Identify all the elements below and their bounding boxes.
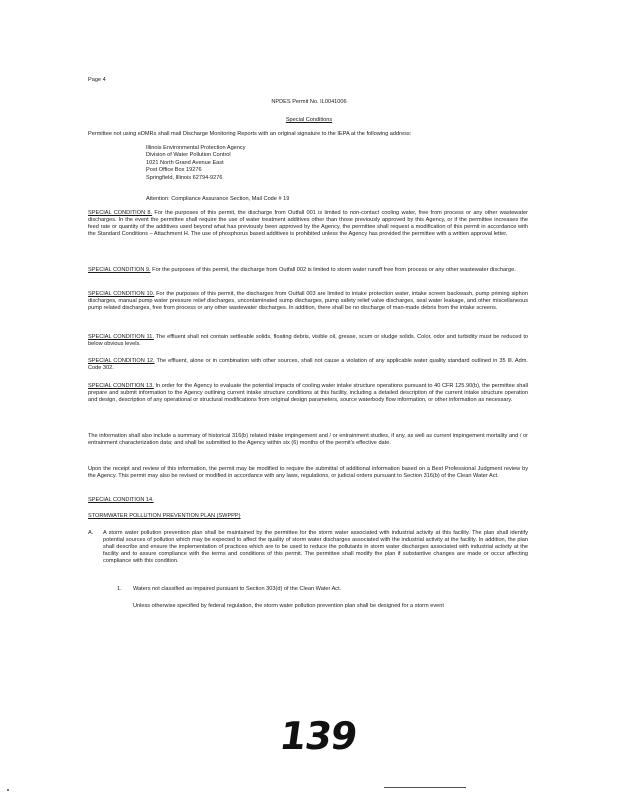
item-1-heading: Waters not classified as impaired pursuant to Section 303(d) of the Clean Water Act. [133, 586, 342, 592]
special-condition-8 [88, 210, 528, 238]
condition-text: In order for the Agency to evaluate the potential impacts of cooling water intake structure operations pursuant to 40 CFR 125.90(b), the permittee shall prepare and submit information to the Agency outlining current intake structure conditions at this facility, including a detailed description of the current intake structure operation and design, description of any operational or structural modifications from original design parameters, source waterbody flow information, or other information as necessary. [88, 383, 528, 404]
scan-speck [7, 789, 9, 791]
footer-rule [384, 787, 466, 788]
address-line: Post Office Box 19276 [146, 167, 202, 174]
condition-label: SPECIAL CONDITION 8. [88, 210, 153, 216]
swppp-paragraph-a: A storm water pollution prevention plan shall be maintained by the permittee for the storm water associated with industrial activity at this facility. The plan shall identify potential sources of pollution which may be expected to affect the quality of storm water discharges associated with the industrial activity at the facility. In addition, the plan shall describe and ensure the implementation of practices which are to be used to reduce the pollutants in storm water discharges associated with industrial activity at the facility and to assure compliance with the terms and conditions of this permit. The permittee shall modify the plan if substantive changes are made or occur affecting compliance with this condition. [103, 530, 528, 565]
address-line: 1021 North Grand Avenue East [146, 159, 224, 166]
condition-label: SPECIAL CONDITION 10. [88, 291, 155, 297]
condition-label: SPECIAL CONDITION 9. [88, 267, 151, 273]
condition-text: For the purposes of this permit, the discharge from Outfall 001 is limited to non-contact cooling water, free from process or any other wastewater discharges. In the event the permittee shall require the use of water treatment additives other than those previously approved by this Agency, or if the permittee increases the feed rate or quantity of the additives used beyond what has previously been approved by the Agency, the permittee shall request a modification of this permit in accordance with the Standard Conditions – Attachment H. The use of phosphorus based additives is prohibited unless the Agency has provided the permittee with a written approval letter. [88, 210, 528, 238]
item-1-paragraph: Unless otherwise specified by federal regulation, the storm water pollution prevention plan shall be designed for a storm event [133, 603, 444, 609]
condition-text: The effluent, alone or in combination with other sources, shall not cause a violation of any applicable water quality standard outlined in 35 Ill. Adm. Code 302. [88, 358, 528, 372]
condition-label: SPECIAL CONDITION 11. [88, 334, 154, 340]
list-marker-a: A. [88, 530, 94, 536]
condition-13-paragraph-3: Upon the receipt and review of this information, the permit may be modified to require the submittal of additional information based on a Best Professional Judgment review by the Agency. This permit may also be revised or modified in accordance with any laws, regulations, or judicial orders pursuant to Section 316(b) of the Clean Water Act. [88, 466, 528, 480]
special-condition-11 [88, 334, 528, 348]
special-condition-14-label: SPECIAL CONDITION 14. [88, 497, 154, 503]
intro-paragraph: Permittee not using eDMRs shall mail Discharge Monitoring Reports with an original signature to the IEPA at the following address: [88, 131, 412, 137]
address-attention: Attention: Compliance Assurance Section, Mail Code # 19 [146, 196, 290, 202]
special-condition-9 [88, 267, 528, 274]
condition-label: SPECIAL CONDITION 13. [88, 383, 154, 389]
special-condition-13 [88, 383, 528, 404]
special-condition-10 [88, 291, 528, 312]
section-title: Special Conditions [285, 117, 333, 123]
page-label: Page 4 [88, 77, 106, 83]
address-line: Springfield, Illinois 62794-9276 [146, 174, 223, 181]
condition-text: For the purposes of this permit, the discharge from Outfall 002 is limited to storm water runoff free from process or any other wastewater discharge. [152, 267, 516, 273]
condition-text: For the purposes of this permit, the discharges from Outfall 003 are limited to intake protection water, intake screen backwash, pump priming siphon discharges, manual pump water pressure relief discharges, uncontaminated sump discharges, pump safety relief valve discharges, seal water leakage, and other miscellaneous pump related discharges, free from process or any other wastewater discharges. In addition, there shall be no discharge of man-made debris from the intake screens. [88, 291, 528, 312]
address-line: Illinois Environmental Protection Agency [146, 145, 246, 151]
handwritten-page-number: 139 [276, 714, 360, 758]
condition-13-paragraph-2: The information shall also include a summary of historical 316(b) related intake impingement and / or entrainment studies, if any, as well as current impingement mortality and / or entrainment characterization data; and shall be submitted to the Agency within six (6) months of the permit's effective date. [88, 433, 528, 447]
special-condition-12 [88, 358, 528, 372]
mailing-address [146, 145, 246, 182]
condition-text: The effluent shall not contain settleable solids, floating debris, visible oil, grease, scum or sludge solids. Color, odor and turbidity must be reduced to below obvious levels. [88, 334, 528, 348]
condition-label: SPECIAL CONDITION 12. [88, 358, 155, 364]
permit-number: NPDES Permit No. IL0041006 [271, 99, 347, 105]
swppp-heading: STORMWATER POLLUTION PREVENTION PLAN (SWPPP) [88, 513, 241, 519]
list-marker-1: 1. [117, 586, 122, 592]
address-line: Division of Water Pollution Control [146, 152, 231, 159]
